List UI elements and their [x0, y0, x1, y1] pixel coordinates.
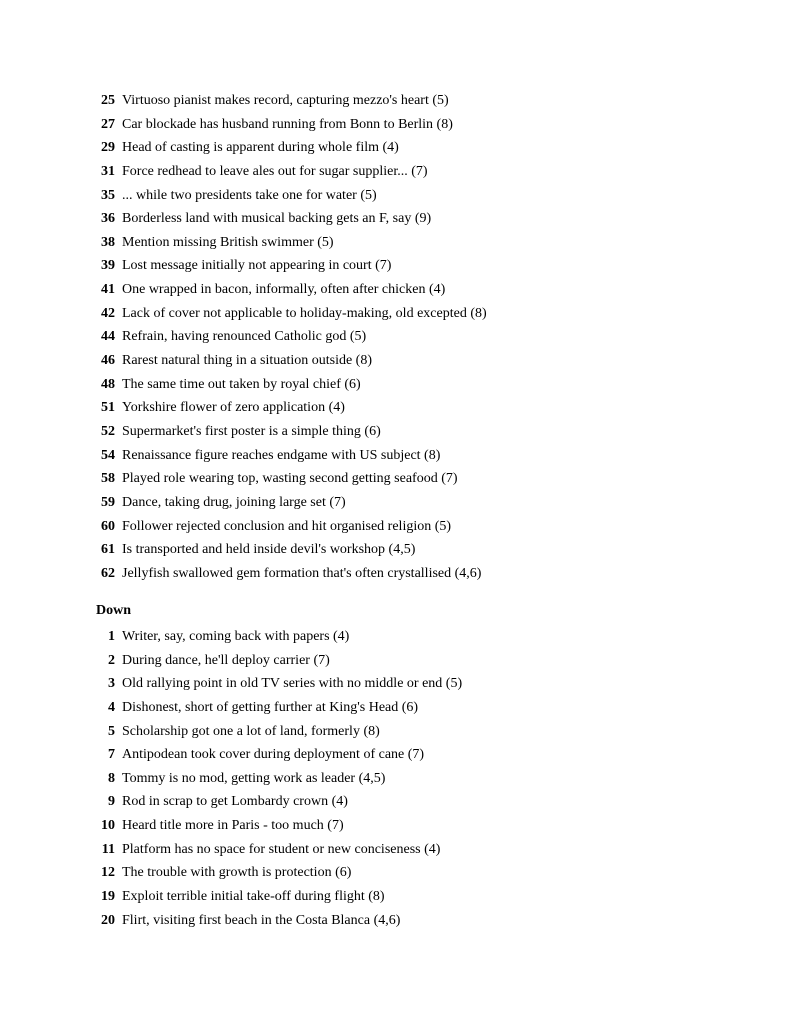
clue-text: Lost message initially not appearing in court (7)	[122, 258, 392, 274]
clue-text: Tommy is no mod, getting work as leader (4,5)	[122, 770, 386, 786]
across-clue-38	[0, 234, 791, 258]
across-clue-27	[0, 116, 791, 140]
clue-number: 27	[101, 116, 115, 132]
clue-text: The same time out taken by royal chief (6)	[122, 376, 361, 392]
across-clue-46	[0, 352, 791, 376]
clue-number: 5	[108, 723, 115, 739]
clue-number: 36	[101, 211, 115, 227]
clue-text: ... while two presidents take one for water (5)	[122, 187, 377, 203]
clue-number: 60	[101, 518, 115, 534]
clue-text: Exploit terrible initial take-off during flight (8)	[122, 889, 385, 905]
across-clue-list	[0, 92, 791, 588]
clue-number: 2	[108, 652, 115, 668]
clue-number: 11	[101, 841, 115, 857]
across-clue-51	[0, 399, 791, 423]
down-clues-section	[0, 604, 791, 935]
clue-text: Heard title more in Paris - too much (7)	[122, 818, 344, 834]
down-clue-1	[0, 628, 791, 652]
across-clue-36	[0, 210, 791, 234]
across-clue-54	[0, 447, 791, 471]
clue-number: 7	[108, 747, 115, 763]
clue-text: Follower rejected conclusion and hit organised religion (5)	[122, 518, 452, 534]
down-clue-12	[0, 864, 791, 888]
clue-text: Platform has no space for student or new conciseness (4)	[122, 841, 441, 857]
clue-text: Lack of cover not applicable to holiday-making, old excepted (8)	[122, 305, 487, 321]
clue-number: 4	[108, 699, 115, 715]
across-clue-31	[0, 163, 791, 187]
down-clue-2	[0, 652, 791, 676]
clue-number: 38	[101, 234, 115, 250]
clue-number: 58	[101, 471, 115, 487]
clue-number: 25	[101, 93, 115, 108]
clue-number: 19	[101, 889, 115, 905]
clue-number: 35	[101, 187, 115, 203]
down-clue-4	[0, 699, 791, 723]
across-clue-39	[0, 257, 791, 281]
down-clue-8	[0, 770, 791, 794]
clue-text: Jellyfish swallowed gem formation that's often crystallised (4,6)	[122, 565, 482, 581]
clue-number: 48	[101, 376, 115, 392]
clue-text: Borderless land with musical backing gets an F, say (9)	[122, 211, 432, 227]
clue-text: Played role wearing top, wasting second getting seafood (7)	[122, 471, 458, 487]
clue-number: 29	[101, 140, 115, 156]
down-clue-11	[0, 841, 791, 865]
clue-text: Old rallying point in old TV series with no middle or end (5)	[122, 676, 463, 692]
across-clue-44	[0, 328, 791, 352]
across-clue-25	[0, 92, 791, 116]
clue-text: Scholarship got one a lot of land, formerly (8)	[122, 723, 380, 739]
across-clue-62	[0, 565, 791, 589]
clue-number: 10	[101, 818, 115, 834]
down-clue-3	[0, 675, 791, 699]
down-heading: Down	[96, 603, 132, 618]
clue-number: 20	[101, 912, 115, 928]
clue-text: One wrapped in bacon, informally, often after chicken (4)	[122, 282, 446, 298]
clue-number: 39	[101, 258, 115, 274]
clue-number: 9	[108, 794, 115, 810]
clue-number: 41	[101, 282, 115, 298]
across-clue-59	[0, 494, 791, 518]
clue-number: 3	[108, 676, 115, 692]
clue-text: Dance, taking drug, joining large set (7)	[122, 494, 346, 510]
clue-text: Mention missing British swimmer (5)	[122, 234, 334, 250]
across-clue-58	[0, 470, 791, 494]
down-clue-20	[0, 912, 791, 936]
clue-text: Force redhead to leave ales out for sugar supplier... (7)	[122, 163, 428, 179]
clue-number: 31	[101, 163, 115, 179]
clue-number: 52	[101, 423, 115, 439]
down-clue-10	[0, 817, 791, 841]
clue-number: 51	[101, 400, 115, 416]
clue-text: Refrain, having renounced Catholic god (5)	[122, 329, 367, 345]
across-clue-52	[0, 423, 791, 447]
down-clue-list	[0, 604, 791, 935]
clue-text: The trouble with growth is protection (6)	[122, 865, 352, 881]
clue-text: Dishonest, short of getting further at King's Head (6)	[122, 699, 419, 715]
clue-text: Head of casting is apparent during whole film (4)	[122, 140, 399, 156]
clue-text: Yorkshire flower of zero application (4)	[122, 400, 345, 416]
clue-text: Rarest natural thing in a situation outside (8)	[122, 353, 373, 369]
clue-text: Is transported and held inside devil's workshop (4,5)	[122, 542, 416, 558]
clue-text: Rod in scrap to get Lombardy crown (4)	[122, 794, 348, 810]
across-clues-section	[0, 92, 791, 588]
across-clue-29	[0, 139, 791, 163]
across-clue-48	[0, 376, 791, 400]
down-clue-9	[0, 793, 791, 817]
clue-number: 44	[101, 329, 115, 345]
clue-number: 46	[101, 353, 115, 369]
clue-text: Renaissance figure reaches endgame with US subject (8)	[122, 447, 441, 463]
clue-text: Flirt, visiting first beach in the Costa Blanca (4,6)	[122, 912, 401, 928]
clue-number: 61	[101, 542, 115, 558]
clue-number: 12	[101, 865, 115, 881]
clue-text: Car blockade has husband running from Bonn to Berlin (8)	[122, 116, 453, 132]
clue-text: Writer, say, coming back with papers (4)	[122, 629, 350, 644]
down-clue-7	[0, 746, 791, 770]
across-clue-60	[0, 518, 791, 542]
clue-number: 42	[101, 305, 115, 321]
down-clue-19	[0, 888, 791, 912]
across-clue-35	[0, 187, 791, 211]
clue-text: During dance, he'll deploy carrier (7)	[122, 652, 330, 668]
clue-number: 1	[108, 629, 115, 644]
clue-text: Supermarket's first poster is a simple thing (6)	[122, 423, 381, 439]
clue-text: Antipodean took cover during deployment of cane (7)	[122, 747, 425, 763]
down-clue-5	[0, 723, 791, 747]
across-clue-41	[0, 281, 791, 305]
clue-text: Virtuoso pianist makes record, capturing mezzo's heart (5)	[122, 93, 449, 108]
across-clue-61	[0, 541, 791, 565]
clue-number: 54	[101, 447, 115, 463]
clue-number: 8	[108, 770, 115, 786]
clue-number: 59	[101, 494, 115, 510]
clue-number: 62	[101, 565, 115, 581]
across-clue-42	[0, 305, 791, 329]
